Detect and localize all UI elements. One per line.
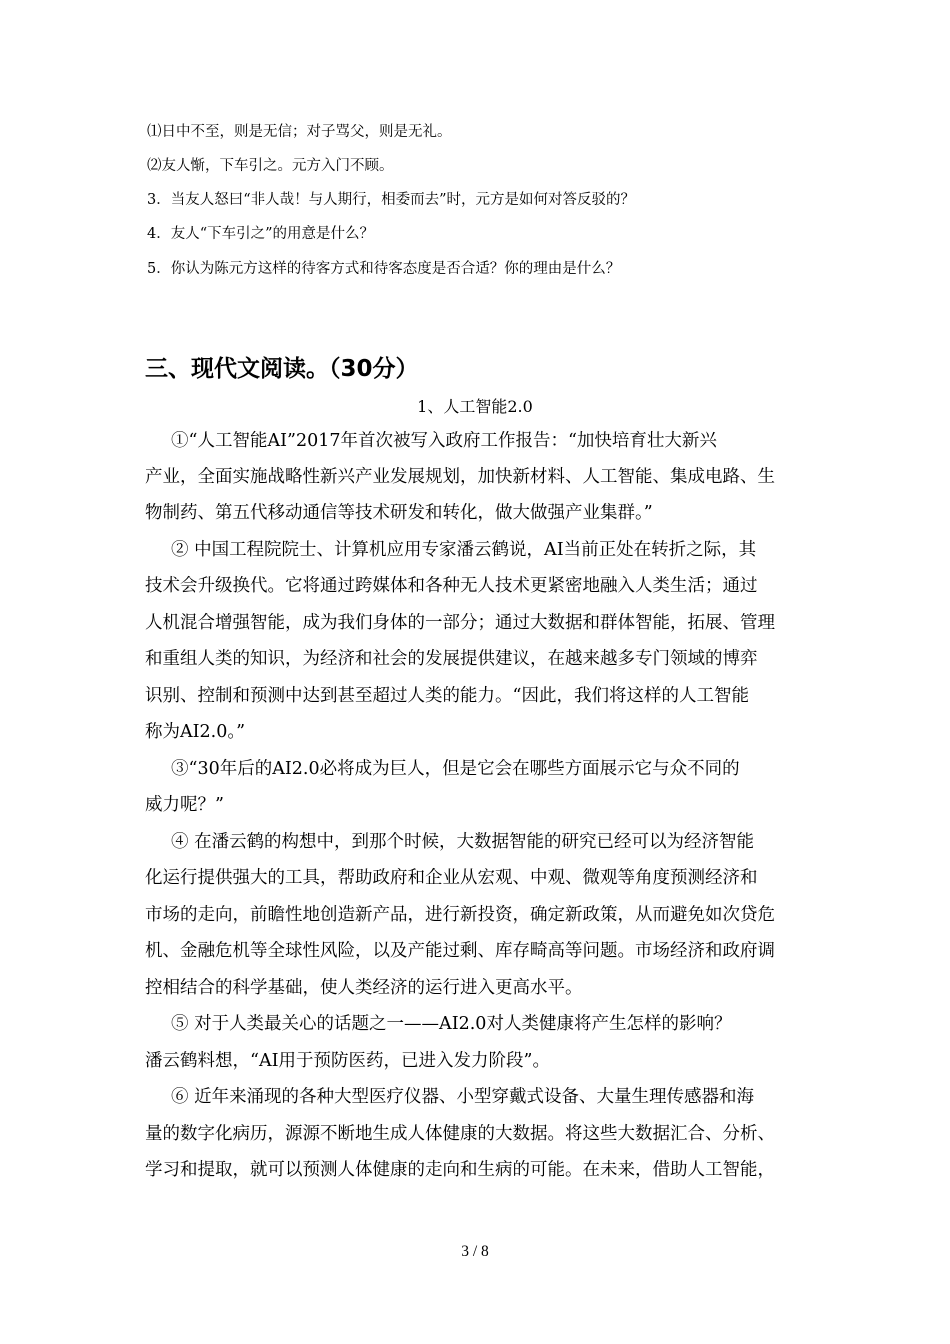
body-line: ⑥ 近年来涌现的各种大型医疗仪器、小型穿戴式设备、大量生理传感器和海 xyxy=(171,1087,755,1107)
body-line: 学习和提取，就可以预测人体健康的走向和生病的可能。在未来，借助人工智能， xyxy=(145,1160,775,1180)
body-line: ⑤ 对于人类最关心的话题之一——AI2.0对人类健康将产生怎样的影响？ xyxy=(171,1014,732,1034)
question-sub-1: ⑴日中不至，则是无信；对子骂父，则是无礼。 xyxy=(147,124,452,140)
body-line: 潘云鹤料想，“AI用于预防医药，已进入发力阶段”。 xyxy=(145,1051,550,1071)
question-3: 3．当友人怒曰“非人哉！与人期行，相委而去”时，元方是如何对答反驳的？ xyxy=(147,192,636,208)
body-line: ④ 在潘云鹤的构想中，到那个时候，大数据智能的研究已经可以为经济智能 xyxy=(171,832,755,852)
question-5: 5．你认为陈元方这样的待客方式和待客态度是否合适？你的理由是什么？ xyxy=(147,261,621,277)
body-line: 控相结合的科学基础，使人类经济的运行进入更高水平。 xyxy=(145,978,583,998)
section-heading: 三、现代文阅读。（30分） xyxy=(145,356,419,382)
body-line: 识别、控制和预测中达到甚至超过人类的能力。“因此，我们将这样的人工智能 xyxy=(145,686,749,706)
page-number: 3 / 8 xyxy=(461,1243,489,1260)
body-line: 机、金融危机等全球性风险，以及产能过剩、库存畸高等问题。市场经济和政府调 xyxy=(145,941,775,961)
body-line: 称为AI2.0。” xyxy=(145,722,246,742)
question-4: 4．友人“下车引之”的用意是什么？ xyxy=(147,226,375,242)
body-line: 市场的走向，前瞻性地创造新产品，进行新投资，确定新政策，从而避免如次贷危 xyxy=(145,905,775,925)
body-line: 人机混合增强智能，成为我们身体的一部分；通过大数据和群体智能，拓展、管理 xyxy=(145,613,775,633)
question-sub-2: ⑵友人惭，下车引之。元方入门不顾。 xyxy=(147,158,394,174)
body-line: 量的数字化病历，源源不断地生成人体健康的大数据。将这些大数据汇合、分析、 xyxy=(145,1124,775,1144)
body-line: 物制药、第五代移动通信等技术研发和转化，做大做强产业集群。” xyxy=(145,503,653,523)
body-line: ② 中国工程院院士、计算机应用专家潘云鹤说，AI当前正处在转折之际，其 xyxy=(171,540,757,560)
body-line: ①“人工智能AI”2017年首次被写入政府工作报告：“加快培育壮大新兴 xyxy=(171,431,717,451)
body-line: 技术会升级换代。它将通过跨媒体和各种无人技术更紧密地融入人类生活；通过 xyxy=(145,576,758,596)
body-line: ③“30年后的AI2.0必将成为巨人，但是它会在哪些方面展示它与众不同的 xyxy=(171,759,740,779)
body-line: 和重组人类的知识，为经济和社会的发展提供建议，在越来越多专门领域的博弈 xyxy=(145,649,758,669)
body-line: 威力呢？” xyxy=(145,795,224,815)
body-line: 化运行提供强大的工具，帮助政府和企业从宏观、中观、微观等角度预测经济和 xyxy=(145,868,758,888)
article-title: 1、人工智能2.0 xyxy=(417,397,533,416)
body-line: 产业，全面实施战略性新兴产业发展规划，加快新材料、人工智能、集成电路、生 xyxy=(145,467,775,487)
